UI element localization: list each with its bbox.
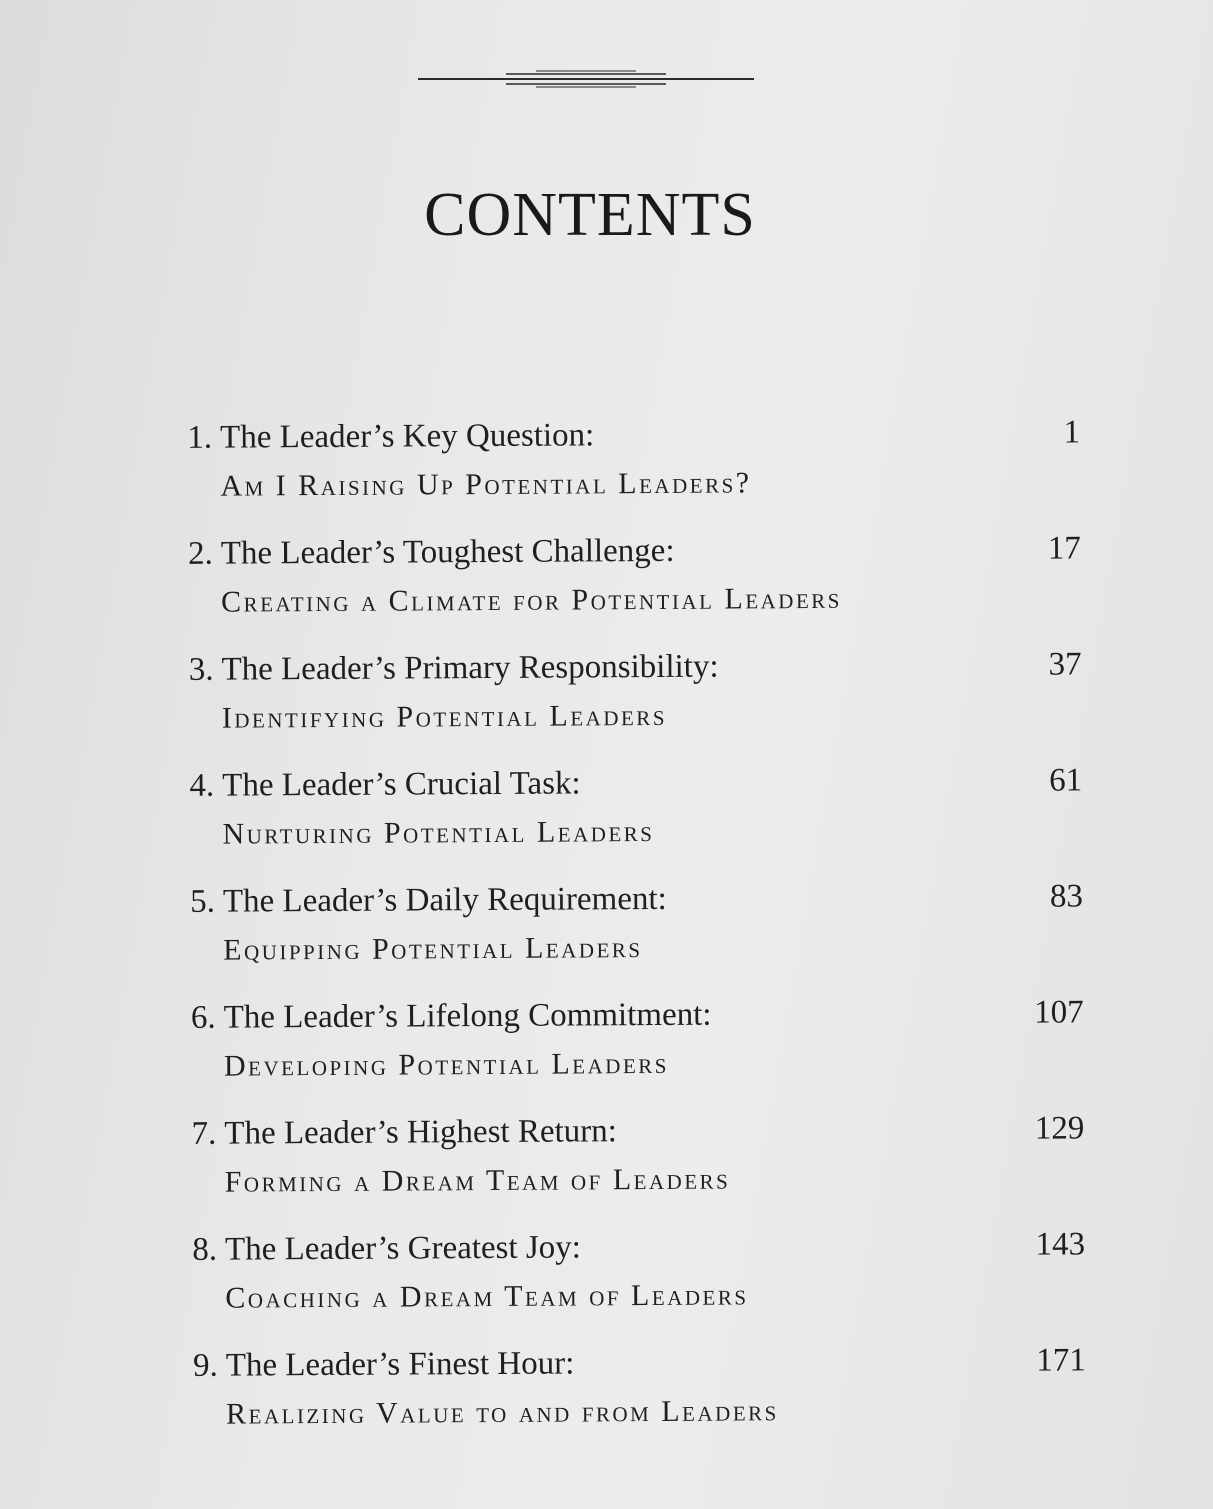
chapter-number: 1. (187, 419, 213, 456)
chapter-subtitle: Developing Potential Leaders (223, 1046, 670, 1083)
page-number: 129 (1034, 1110, 1085, 1147)
chapter-title: The Leader’s Daily Requirement: (222, 880, 667, 920)
toc-entry (164, 1110, 1085, 1232)
chapter-subtitle: Identifying Potential Leaders (221, 698, 668, 735)
chapter-subtitle: Am I Raising Up Potential Leaders? (220, 466, 752, 503)
decorative-rule-ornament (418, 68, 754, 90)
chapter-title: The Leader’s Finest Hour: (225, 1345, 575, 1384)
page-number: 171 (1036, 1342, 1086, 1379)
chapter-number: 2. (187, 535, 213, 572)
chapter-subtitle: Realizing Value to and from Leaders (225, 1394, 779, 1431)
toc-entry (163, 878, 1084, 1000)
page-number: 37 (1048, 646, 1082, 683)
chapter-number: 3. (188, 651, 214, 688)
chapter-subtitle: Forming a Dream Team of Leaders (224, 1162, 731, 1199)
chapter-number: 5. (190, 883, 216, 920)
toc-entry (161, 530, 1082, 652)
toc-entry (166, 1342, 1087, 1464)
page-number: 143 (1035, 1226, 1086, 1263)
page-number: 17 (1047, 530, 1081, 567)
page-number: 107 (1034, 994, 1084, 1031)
chapter-title: The Leader’s Key Question: (219, 417, 595, 456)
chapter-number: 6. (190, 999, 216, 1036)
page-number: 61 (1049, 762, 1083, 799)
chapter-number: 4. (189, 767, 215, 804)
chapter-title: The Leader’s Primary Responsibility: (221, 648, 719, 688)
chapter-title: The Leader’s Greatest Joy: (224, 1229, 582, 1268)
toc-entry (164, 994, 1085, 1116)
chapter-number: 7. (191, 1115, 217, 1152)
chapter-title: The Leader’s Lifelong Commitment: (223, 996, 712, 1036)
chapter-subtitle: Creating a Climate for Potential Leaders (221, 581, 843, 619)
page-number: 83 (1049, 878, 1084, 915)
toc-entry (161, 646, 1082, 768)
chapter-number: 9. (192, 1347, 218, 1384)
chapter-number: 8. (192, 1231, 218, 1268)
table-of-contents (160, 414, 1086, 1464)
chapter-title: The Leader’s Highest Return: (224, 1113, 617, 1152)
toc-entry (160, 414, 1081, 536)
chapter-title: The Leader’s Crucial Task: (222, 765, 581, 804)
toc-entry (162, 762, 1083, 884)
chapter-subtitle: Equipping Potential Leaders (223, 931, 643, 967)
chapter-title: The Leader’s Toughest Challenge: (220, 532, 675, 572)
page-number: 1 (1063, 414, 1081, 451)
chapter-subtitle: Coaching a Dream Team of Leaders (225, 1278, 749, 1315)
toc-entry (165, 1226, 1086, 1348)
chapter-subtitle: Nurturing Potential Leaders (222, 814, 655, 851)
page-title: CONTENTS (424, 181, 756, 249)
